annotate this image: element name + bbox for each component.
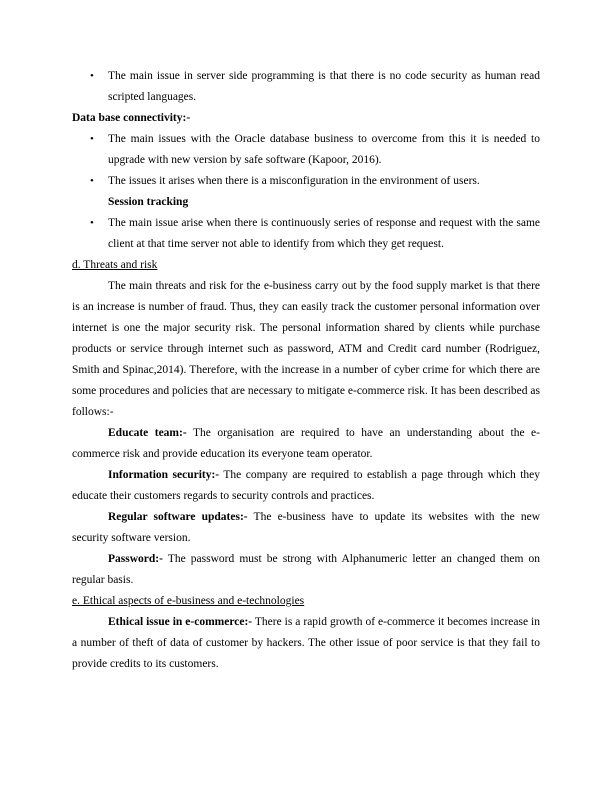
list-item [72, 129, 540, 171]
ethics-text: There is a rapid growth of e-commerce it becomes increase in a number of theft of data of customer by hackers. The other issue of poor service is that they fail to provide credits to its customers. [72, 616, 540, 670]
educate-team-text: The organisation are required to have an understanding about the e-commerce risk and provide education its everyone team operator. [72, 427, 540, 460]
bullet-text: The main issue arise when there is continuously series of response and request with the same client at that time server not able to identify from which they get request. [108, 217, 540, 250]
ethics-label: Ethical issue in e-commerce:- [108, 616, 253, 628]
bullet-icon: • [90, 175, 94, 187]
software-updates-label: Regular software updates:- [108, 511, 248, 523]
session-tracking-heading-item [72, 192, 540, 213]
bullet-text: The main issues with the Oracle database business to overcome from this it is needed to upgrade with new version by safe software (Kapoor, 2016). [108, 133, 540, 166]
bullet-icon: • [90, 133, 94, 145]
information-security-label: Information security:- [108, 469, 220, 481]
educate-team-label: Educate team:- [108, 427, 187, 439]
information-security-text: The company are required to establish a page through which they educate their customers regards to security controls and practices. [72, 469, 540, 502]
db-connectivity-list [72, 129, 540, 255]
bullet-text: The issues it arises when there is a misconfiguration in the environment of users. [108, 175, 480, 187]
db-connectivity-heading: Data base connectivity:- [72, 112, 191, 124]
information-security-paragraph [72, 465, 540, 507]
educate-team-paragraph [72, 423, 540, 465]
session-tracking-heading: Session tracking [108, 196, 189, 208]
ethics-paragraph [72, 612, 540, 675]
ethics-section-title: e. Ethical aspects of e-business and e-technologies [72, 595, 305, 607]
threats-section-title: d. Threats and risk [72, 259, 158, 271]
list-item [72, 66, 540, 108]
list-item [72, 171, 540, 192]
threats-paragraph: The main threats and risk for the e-business carry out by the food supply market is that there is an increase is number of fraud. Thus, they can easily track the customer personal information over internet is one the major security risk. The personal information shared by clients while purchase products or service through internet such as password, ATM and Credit card number (Rodriguez, Smith and Spinac,2014). Therefore, with the increase in a number of cyber crime for which there are some procedures and policies that are necessary to mitigate e-commerce risk. It has been described as follows:- [72, 280, 540, 418]
server-side-list [72, 66, 540, 108]
bullet-icon: • [90, 70, 94, 82]
password-text: The password must be strong with Alphanumeric letter an changed them on regular basis. [72, 553, 540, 586]
bullet-text: The main issue in server side programming is that there is no code security as human read scripted languages. [108, 70, 540, 103]
list-item [72, 213, 540, 255]
bullet-icon: • [90, 217, 94, 229]
password-label: Password:- [108, 553, 163, 565]
software-updates-text: The e-business have to update its websites with the new security software version. [72, 511, 541, 544]
password-paragraph [72, 549, 540, 591]
software-updates-paragraph [72, 507, 540, 549]
